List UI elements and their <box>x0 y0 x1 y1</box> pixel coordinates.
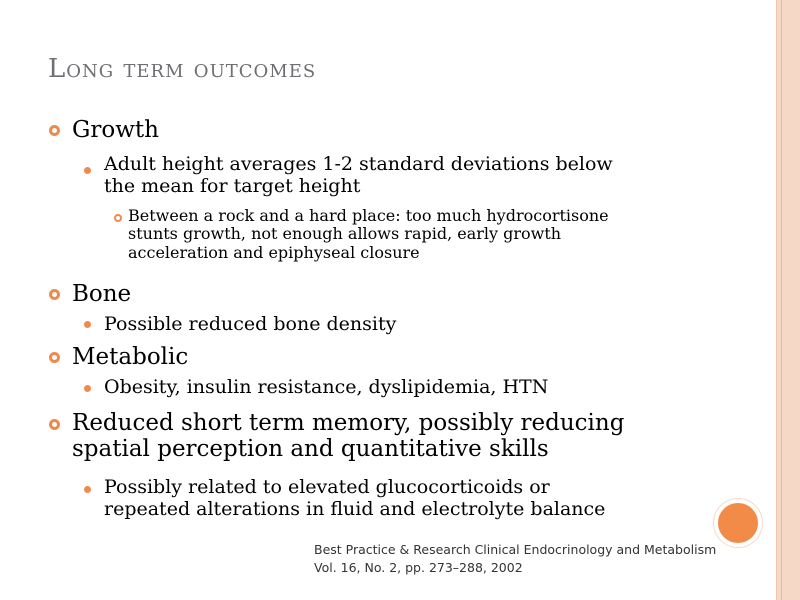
level2-bullet-icon <box>84 385 91 392</box>
side-band-line <box>781 0 782 600</box>
decorative-orange-circle <box>714 499 762 547</box>
bullet-text: Growth <box>72 117 159 143</box>
level1-bullet-icon <box>49 125 60 136</box>
bullet-text: Metabolic <box>72 344 189 370</box>
citation <box>314 541 716 577</box>
bullet-text-line: repeated alterations in fluid and electrolyte balance <box>104 497 606 520</box>
bullet-text: Obesity, insulin resistance, dyslipidemia, HTN <box>104 376 549 398</box>
level1-bullet-icon <box>49 289 60 300</box>
bullet-glucocorticoids <box>104 477 605 521</box>
bullet-text: Possible reduced bone density <box>104 313 397 335</box>
level2-bullet-icon <box>84 486 91 493</box>
bullet-metabolic <box>72 344 188 370</box>
citation-line: Best Practice & Research Clinical Endocrinology and Metabolism <box>314 542 717 557</box>
bullet-text-line: the mean for target height <box>104 174 361 197</box>
bullet-text-line: acceleration and epiphyseal closure <box>128 242 420 262</box>
level2-bullet-icon <box>84 167 91 174</box>
level1-bullet-icon <box>49 419 60 430</box>
bullet-text-line: spatial perception and quantitative skills <box>72 436 549 463</box>
bullet-bone <box>72 281 131 307</box>
bullet-text: Bone <box>72 281 132 307</box>
bullet-text-line: Reduced short term memory, possibly reducing <box>72 410 625 436</box>
level1-bullet-icon <box>49 352 60 363</box>
bullet-adult-height <box>104 154 613 198</box>
slide-title: Long term outcomes <box>48 54 317 84</box>
decorative-side-band <box>777 0 800 600</box>
bullet-rock-hard-place <box>128 207 609 262</box>
bullet-bone-density <box>104 314 396 336</box>
bullet-text-line: Between a rock and a hard place: too much hydrocortisone <box>128 206 609 225</box>
bullet-reduced-memory <box>72 410 624 463</box>
citation-line: Vol. 16, No. 2, pp. 273–288, 2002 <box>314 560 523 576</box>
bullet-text-line: Adult height averages 1-2 standard deviations below <box>104 153 613 175</box>
level3-bullet-icon <box>114 214 122 222</box>
bullet-text-line: stunts growth, not enough allows rapid, early growth <box>128 224 562 244</box>
bullet-text-line: Possibly related to elevated glucocorticoids or <box>104 476 550 498</box>
bullet-growth <box>72 117 159 143</box>
level2-bullet-icon <box>84 321 91 328</box>
bullet-obesity <box>104 377 548 399</box>
